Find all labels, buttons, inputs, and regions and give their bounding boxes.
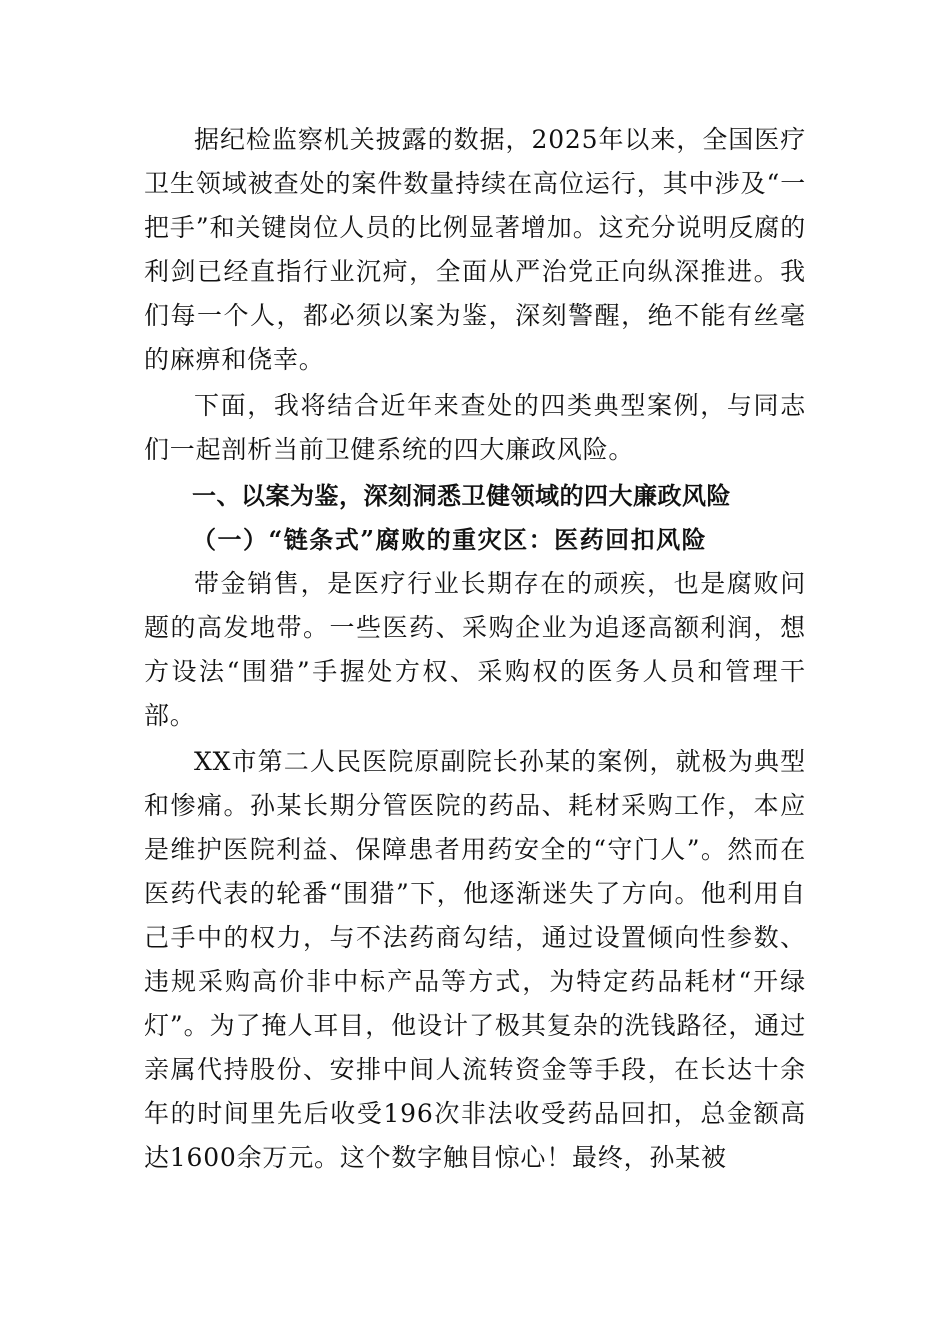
intro-paragraph: 据纪检监察机关披露的数据，2025年以来，全国医疗卫生领域被查处的案件数量持续在高位运行，其中涉及“一把手”和关键岗位人员的比例显著增加。这充分说明反腐的利剑已经直指行业沉疴，全面从严治党正向纵深推进。我们每一个人，都必须以案为鉴，深刻警醒，绝不能有丝毫的麻痹和侥幸。 <box>144 125 806 374</box>
document-page <box>144 118 806 1180</box>
subsection-heading: （一）“链条式”腐败的重灾区：医药回扣风险 <box>192 525 708 554</box>
transition-paragraph: 下面，我将结合近年来查处的四类典型案例，与同志们一起剖析当前卫健系统的四大廉政风险。 <box>144 391 806 464</box>
body-paragraph: 带金销售，是医疗行业长期存在的顽疾，也是腐败问题的高发地带。一些医药、采购企业为追逐高额利润，想方设法“围猎”手握处方权、采购权的医务人员和管理干部。 <box>144 569 806 730</box>
case-paragraph: XX市第二人民医院原副院长孙某的案例，就极为典型和惨痛。孙某长期分管医院的药品、耗材采购工作，本应是维护医院利益、保障患者用药安全的“守门人”。然而在医药代表的轮番“围猎”下，他逐渐迷失了方向。他利用自己手中的权力，与不法药商勾结，通过设置倾向性参数、违规采购高价非中标产品等方式，为特定药品耗材“开绿灯”。为了掩人耳目，他设计了极其复杂的洗钱路径，通过亲属代持股份、安排中间人流转资金等手段，在长达十余年的时间里先后收受196次非法收受药品回扣，总金额高达1600余万元。这个数字触目惊心！最终，孙某被 <box>144 747 806 1172</box>
section-heading: 一、以案为鉴，深刻洞悉卫健领域的四大廉政风险 <box>192 482 731 510</box>
